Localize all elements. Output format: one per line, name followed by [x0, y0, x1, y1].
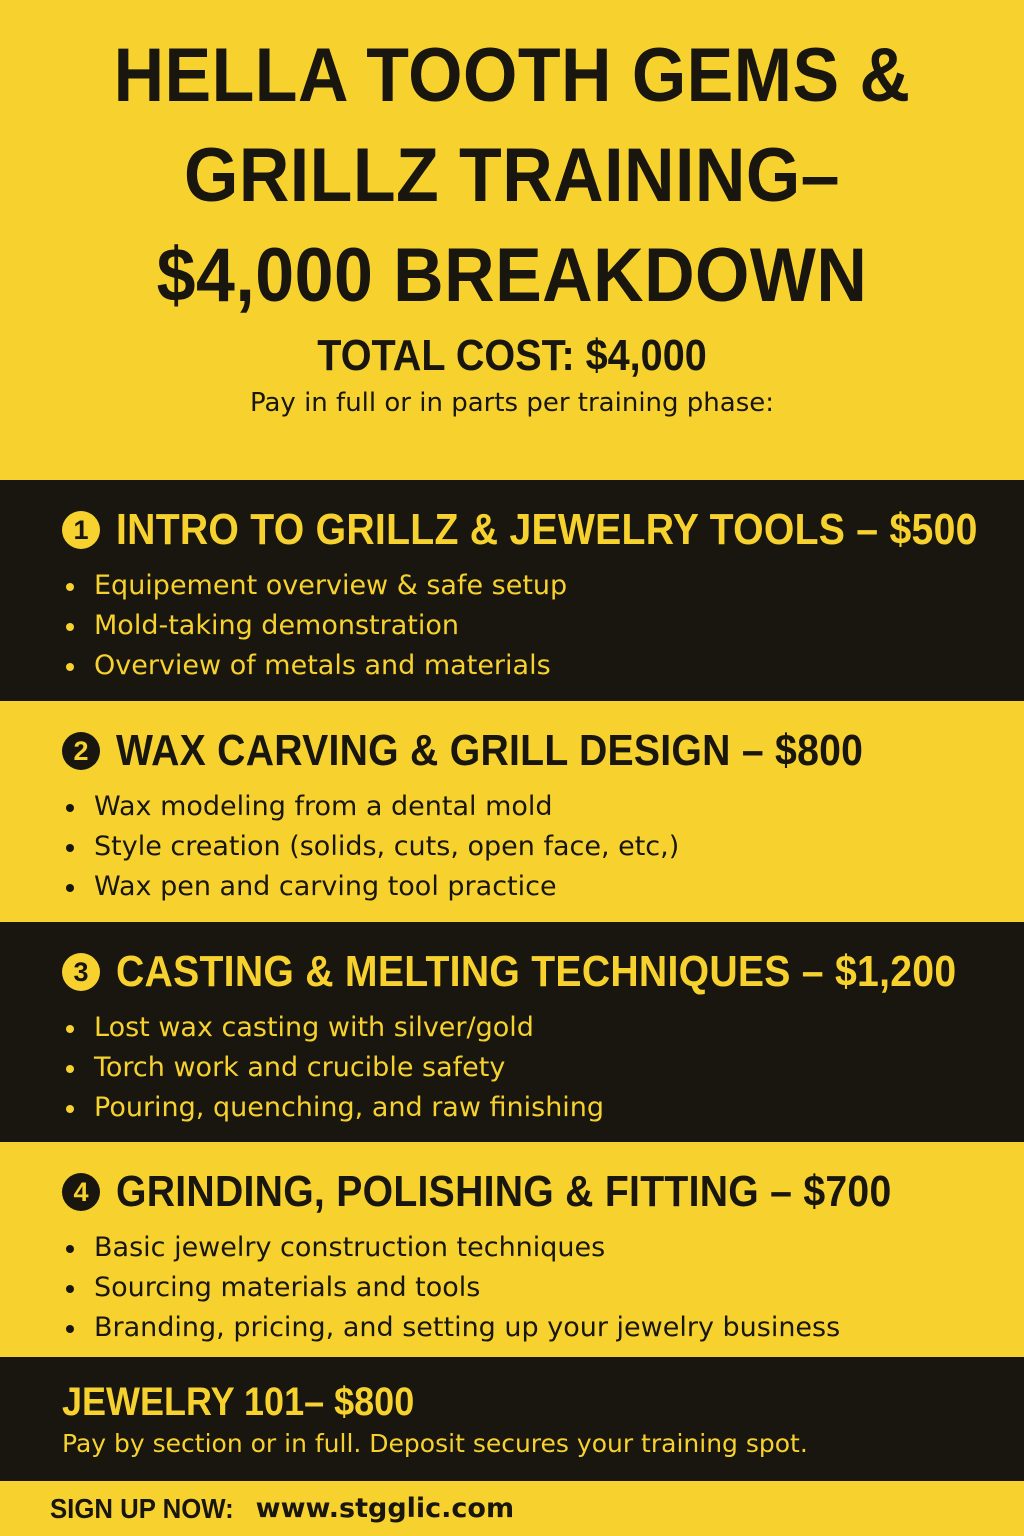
list-item	[62, 566, 1024, 606]
phase-title-4: GRINDING, POLISHING & FITTING – $700	[116, 1167, 892, 1216]
phase-list-4	[62, 1228, 1024, 1348]
bullet-icon	[66, 884, 74, 892]
bullet-icon	[66, 1285, 74, 1293]
bullet-icon	[66, 623, 74, 631]
list-item-text: Wax pen and carving tool practice	[94, 871, 557, 902]
bullet-icon	[66, 804, 74, 812]
deposit-note: Pay by section or in full. Deposit secures your training spot.	[62, 1429, 808, 1458]
bullet-icon	[66, 844, 74, 852]
list-item-text: Branding, pricing, and setting up your jewelry business	[94, 1312, 841, 1343]
jewelry-101-section	[0, 1357, 1024, 1481]
phase-list-1	[62, 566, 1024, 686]
bullet-icon	[66, 1025, 74, 1033]
list-item-text: Pouring, quenching, and raw finishing	[94, 1092, 605, 1123]
list-item	[62, 787, 1024, 827]
list-item-text: Overview of metals and materials	[94, 650, 551, 681]
list-item-text: Wax modeling from a dental mold	[94, 791, 553, 822]
list-item	[62, 1088, 1024, 1128]
list-item	[62, 867, 1024, 907]
list-item	[62, 1228, 1024, 1268]
list-item	[62, 827, 1024, 867]
signup-bar	[0, 1481, 1024, 1536]
title-line-2: GRILLZ TRAINING–	[183, 133, 841, 218]
phase-heading-1	[62, 500, 1024, 560]
phase-section-1	[0, 480, 1024, 701]
list-item-text: Lost wax casting with silver/gold	[94, 1012, 534, 1043]
number-4-badge-icon: 4	[62, 1173, 100, 1211]
total-cost: TOTAL COST: $4,000	[317, 331, 707, 380]
jewelry-101-title: JEWELRY 101– $800	[62, 1380, 415, 1424]
phase-section-4	[0, 1142, 1024, 1357]
phase-heading-4	[62, 1162, 1024, 1222]
list-item	[62, 1268, 1024, 1308]
signup-label: SIGN UP NOW:	[50, 1492, 234, 1524]
bullet-icon	[66, 663, 74, 671]
list-item-text: Basic jewelry construction techniques	[94, 1232, 606, 1263]
phase-list-3	[62, 1008, 1024, 1128]
title-line-3: $4,000 BREAKDOWN	[156, 233, 868, 318]
list-item	[62, 1048, 1024, 1088]
phase-heading-2	[62, 721, 1024, 781]
list-item-text: Torch work and crucible safety	[94, 1052, 506, 1083]
list-item	[62, 1008, 1024, 1048]
list-item	[62, 1308, 1024, 1348]
signup-link[interactable]: www.stgglic.com	[255, 1493, 515, 1524]
page-title	[41, 26, 983, 326]
list-item	[62, 646, 1024, 686]
header	[0, 0, 1024, 480]
number-2-badge-icon: 2	[62, 732, 100, 770]
bullet-icon	[66, 1105, 74, 1113]
phase-list-2	[62, 787, 1024, 907]
number-1-badge-icon: 1	[62, 511, 100, 549]
title-line-1: HELLA TOOTH GEMS &	[113, 33, 911, 118]
bullet-icon	[66, 1325, 74, 1333]
list-item-text: Sourcing materials and tools	[94, 1272, 481, 1303]
phase-section-2	[0, 701, 1024, 922]
bullet-icon	[66, 1245, 74, 1253]
payment-subtitle: Pay in full or in parts per training phase:	[249, 388, 775, 418]
list-item-text: Equipement overview & safe setup	[94, 570, 568, 601]
list-item	[62, 606, 1024, 646]
phase-title-3: CASTING & MELTING TECHNIQUES – $1,200	[116, 947, 957, 996]
bullet-icon	[66, 583, 74, 591]
list-item-text: Style creation (solids, cuts, open face, etc,)	[94, 831, 680, 862]
bullet-icon	[66, 1065, 74, 1073]
number-3-badge-icon: 3	[62, 953, 100, 991]
phase-title-2: WAX CARVING & GRILL DESIGN – $800	[116, 726, 864, 775]
phase-section-3	[0, 922, 1024, 1142]
phase-heading-3	[62, 942, 1024, 1002]
phase-title-1: INTRO TO GRILLZ & JEWELRY TOOLS – $500	[116, 505, 978, 554]
list-item-text: Mold-taking demonstration	[94, 610, 460, 641]
